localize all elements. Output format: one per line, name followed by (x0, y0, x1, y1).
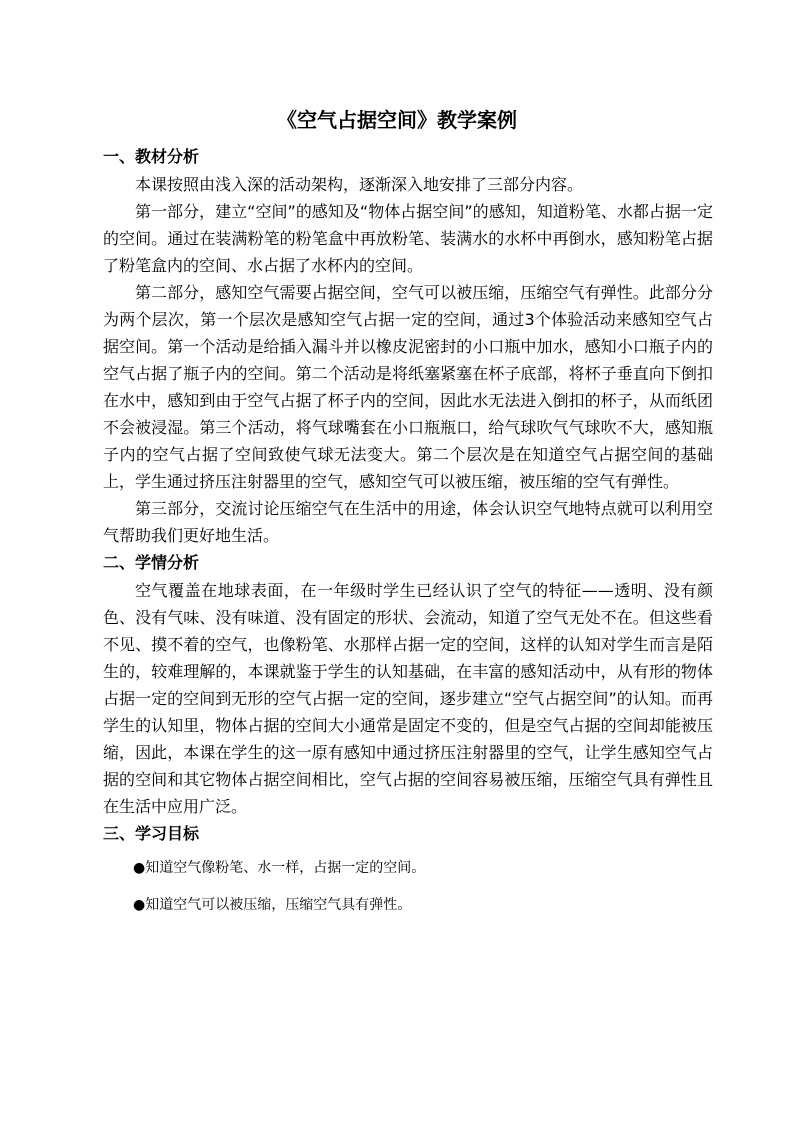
section-learning-objectives (103, 820, 713, 917)
document-body (103, 143, 713, 930)
paragraph: 第三部分，交流讨论压缩空气在生活中的用途，体会认识空气地特点就可以利用空气帮助我们更好地生活。 (103, 499, 713, 545)
objective-list (103, 856, 713, 917)
paragraph: 空气覆盖在地球表面，在一年级时学生已经认识了空气的特征——透明、没有颜色、没有气味、没有味道、没有固定的形状、会流动，知道了空气无处不在。但这些看不见、摸不着的空气，也像粉笔、水那样占据一定的空间，这样的认知对学生而言是陌生的，较难理解的，本课就鉴于学生的认知基础，在丰富的感知活动中，从有形的物体占据一定的空间到无形的空气占据一定的空间，逐步建立“空气占据空间”的认知。而再学生的认知里，物体占据的空间大小通常是固定不变的，但是空气占据的空间却能被压缩，因此，本课在学生的这一原有感知中通过挤压注射器里的空气，让学生感知空气占据的空间和其它物体占据空间相比，空气占据的空间容易被压缩，压缩空气具有弹性且在生活中应用广泛。 (103, 581, 713, 816)
section-heading: 二、学情分析 (103, 553, 200, 572)
document-title: 《空气占据空间》教学案例 (277, 108, 517, 132)
paragraph: 第二部分，感知空气需要占据空间，空气可以被压缩，压缩空气有弹性。此部分分为两个层次，第一个层次是感知空气占据一定的空间，通过3个体验活动来感知空气占据空间。第一个活动是给插入漏斗并以橡皮泥密封的小口瓶中加水，感知小口瓶子内的空气占据了瓶子内的空间。第二个活动是将纸塞紧塞在杯子底部，将杯子垂直向下倒扣在水中，感知到由于空气占据了杯子内的空间，因此水无法进入倒扣的杯子，从而纸团不会被浸湿。第三个活动，将气球嘴套在小口瓶瓶口，给气球吹气气球吹不大，感知瓶子内的空气占据了空间致使气球无法变大。第二个层次是在知道空气占据空间的基础上，学生通过挤压注射器里的空气，感知空气可以被压缩，被压缩的空气有弹性。 (103, 283, 713, 491)
objective-item: ●知道空气像粉笔、水一样，占据一定的空间。 (133, 860, 426, 876)
objective-item: ●知道空气可以被压缩，压缩空气具有弹性。 (133, 897, 412, 913)
section-textbook-analysis (103, 143, 713, 549)
section-heading: 三、学习目标 (103, 824, 200, 843)
section-learner-analysis (103, 549, 713, 820)
section-heading: 一、教材分析 (103, 147, 200, 166)
paragraph: 第一部分，建立“空间”的感知及“物体占据空间”的感知，知道粉笔、水都占据一定的空间。通过在装满粉笔的粉笔盒中再放粉笔、装满水的水杯中再倒水，感知粉笔占据了粉笔盒内的空间、水占据了水杯内的空间。 (103, 202, 713, 275)
paragraph: 本课按照由浅入深的活动架构，逐渐深入地安排了三部分内容。 (135, 175, 584, 194)
